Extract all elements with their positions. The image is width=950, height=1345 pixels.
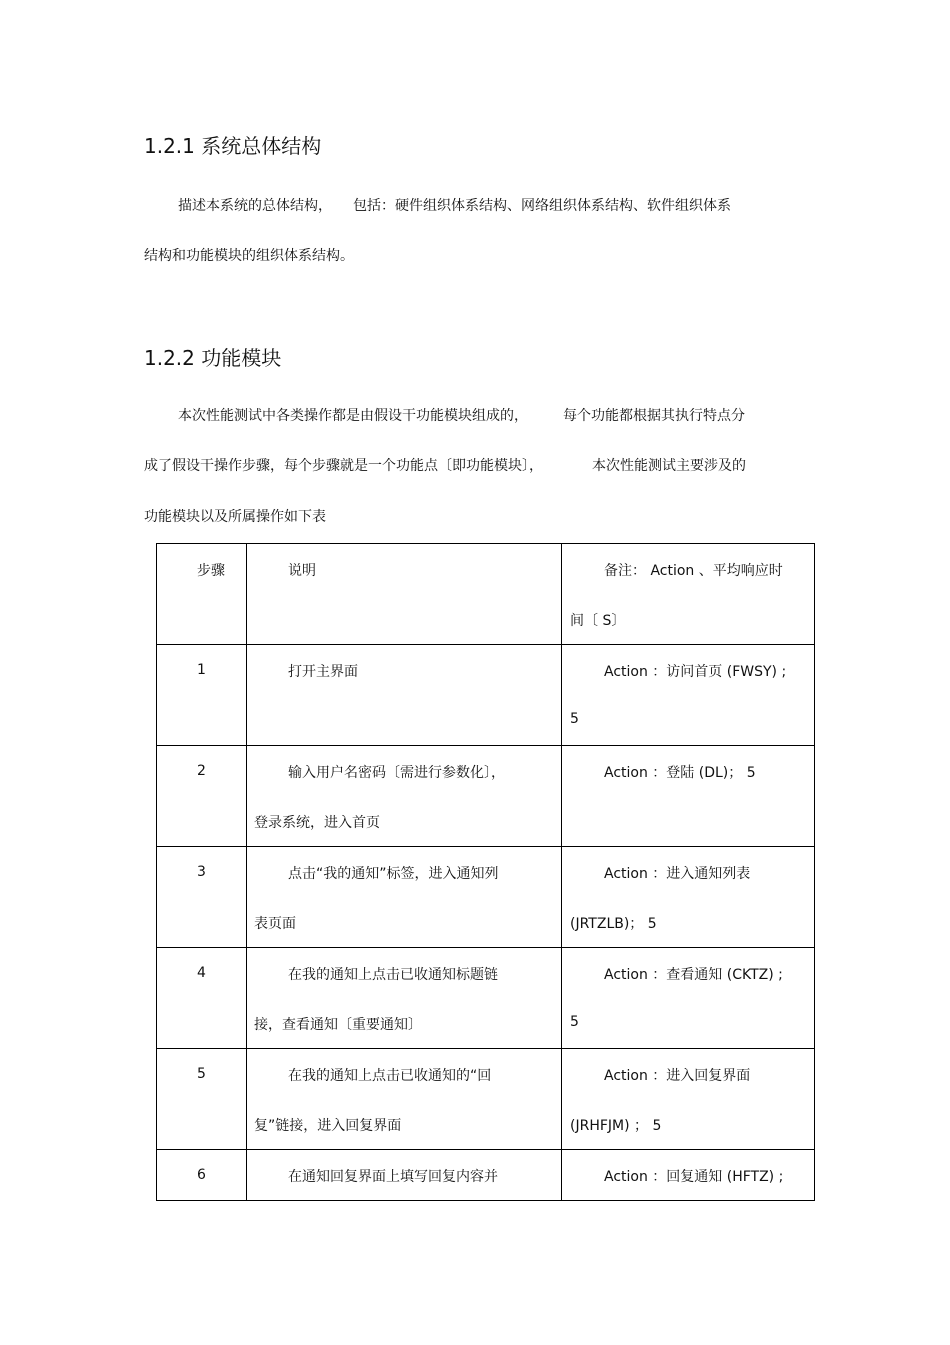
paragraph-line: 本次性能测试中各类操作都是由假设干功能模块组成的， 每个功能都根据其执行特点分 bbox=[178, 408, 745, 424]
description-line: 打开主界面 bbox=[288, 664, 358, 680]
note-cell bbox=[562, 847, 815, 948]
description-cell bbox=[247, 1049, 562, 1150]
section-heading-function-modules: 1.2.2 功能模块 bbox=[144, 346, 282, 370]
description-line: 在通知回复界面上填写回复内容并 bbox=[288, 1169, 498, 1185]
paragraph-line: 结构和功能模块的组织体系结构。 bbox=[144, 248, 354, 264]
note-line: Action ：访问首页 (FWSY) ; bbox=[604, 664, 787, 680]
table-row bbox=[157, 645, 815, 746]
description-line: 接，查看通知〔重要通知〕 bbox=[254, 1017, 422, 1033]
step-cell bbox=[157, 847, 247, 948]
note-cell bbox=[562, 948, 815, 1049]
description-cell bbox=[247, 746, 562, 847]
description-line: 输入用户名密码〔需进行参数化〕， bbox=[288, 765, 505, 781]
note-cell bbox=[562, 1150, 815, 1201]
note-cell bbox=[562, 1049, 815, 1150]
paragraph-line: 成了假设干操作步骤，每个步骤就是一个功能点〔即功能模块〕， 本次性能测试主要涉及的 bbox=[144, 458, 746, 474]
note-line: 5 bbox=[570, 1014, 579, 1030]
function-module-table bbox=[156, 543, 815, 1201]
description-line: 在我的通知上点击已收通知的“回 bbox=[288, 1068, 492, 1084]
note-line: 5 bbox=[570, 711, 579, 727]
step-number: 4 bbox=[197, 965, 206, 981]
note-line: Action ：进入回复界面 bbox=[604, 1068, 751, 1084]
table-row bbox=[157, 948, 815, 1049]
header-cell-description bbox=[247, 544, 562, 645]
header-note-line: 备注： Action 、平均响应时 bbox=[604, 563, 783, 579]
step-cell bbox=[157, 1049, 247, 1150]
paragraph-line: 描述本系统的总体结构， 包括：硬件组织体系结构、网络组织体系结构、软件组织体系 bbox=[178, 198, 731, 214]
header-step-label: 步骤 bbox=[197, 563, 225, 579]
step-number: 1 bbox=[197, 662, 206, 678]
table-row bbox=[157, 746, 815, 847]
note-line: (JRHFJM) ； 5 bbox=[570, 1118, 662, 1134]
description-line: 点击“我的通知”标签，进入通知列 bbox=[288, 866, 499, 882]
description-line: 在我的通知上点击已收通知标题链 bbox=[288, 967, 498, 983]
step-cell bbox=[157, 1150, 247, 1201]
header-cell-step bbox=[157, 544, 247, 645]
description-line: 登录系统，进入首页 bbox=[254, 815, 380, 831]
step-cell bbox=[157, 948, 247, 1049]
header-note-line: 间〔 S〕 bbox=[570, 613, 626, 629]
header-description-label: 说明 bbox=[288, 563, 316, 579]
description-line: 复”链接，进入回复界面 bbox=[254, 1118, 402, 1134]
step-number: 5 bbox=[197, 1066, 206, 1082]
note-line: Action ：进入通知列表 bbox=[604, 866, 751, 882]
table-row bbox=[157, 1049, 815, 1150]
table-header-row bbox=[157, 544, 815, 645]
step-cell bbox=[157, 645, 247, 746]
header-cell-note bbox=[562, 544, 815, 645]
paragraph-line: 功能模块以及所属操作如下表 bbox=[144, 509, 326, 525]
description-line: 表页面 bbox=[254, 916, 296, 932]
step-number: 6 bbox=[197, 1167, 206, 1183]
table-row bbox=[157, 1150, 815, 1201]
description-cell bbox=[247, 847, 562, 948]
section-heading-system-structure: 1.2.1 系统总体结构 bbox=[144, 134, 322, 158]
note-line: Action ：回复通知 (HFTZ) ; bbox=[604, 1169, 784, 1185]
step-number: 2 bbox=[197, 763, 206, 779]
note-line: Action ：查看通知 (CKTZ) ; bbox=[604, 967, 783, 983]
description-cell bbox=[247, 948, 562, 1049]
description-cell bbox=[247, 645, 562, 746]
note-line: Action ：登陆 (DL)； 5 bbox=[604, 765, 756, 781]
note-line: (JRTZLB)； 5 bbox=[570, 916, 657, 932]
description-cell bbox=[247, 1150, 562, 1201]
step-number: 3 bbox=[197, 864, 206, 880]
table-row bbox=[157, 847, 815, 948]
note-cell bbox=[562, 645, 815, 746]
step-cell bbox=[157, 746, 247, 847]
note-cell bbox=[562, 746, 815, 847]
